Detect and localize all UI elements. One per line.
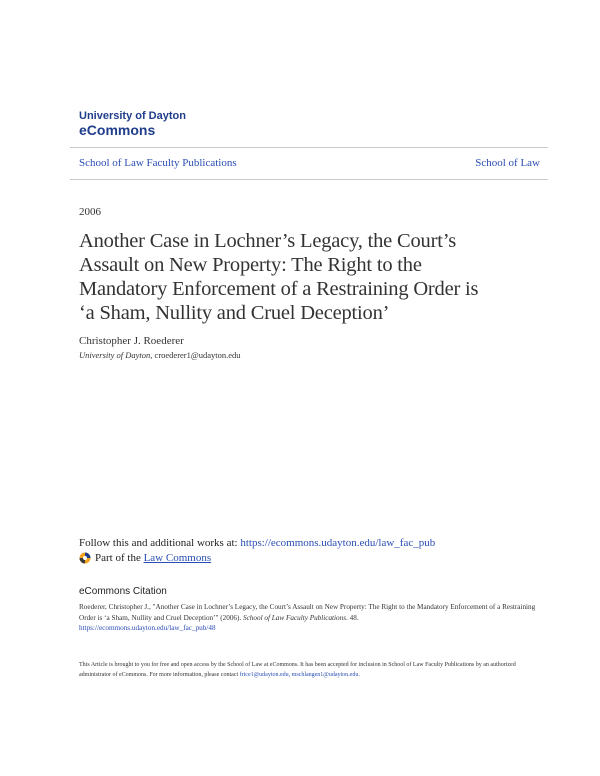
- citation-heading: eCommons Citation: [79, 586, 167, 597]
- institution-name: University of Dayton: [79, 110, 186, 122]
- citation-main: Roederer, Christopher J., "Another Case in Lochner’s Legacy, the Court’s Assault on New Property: The Right to the Mandatory Enforcement of a Restraining Order is ‘a Sham, Nullity and Cruel Deception’" (2006).: [79, 603, 536, 622]
- digital-commons-network-icon: [79, 552, 91, 564]
- citation-series: School of Law Faculty Publications: [243, 613, 347, 622]
- citation-url-link[interactable]: https://ecommons.udayton.edu/law_fac_pub/48: [79, 624, 216, 633]
- collection-link[interactable]: School of Law Faculty Publications: [79, 157, 237, 169]
- access-notice: [79, 660, 549, 681]
- author-name: Christopher J. Roederer: [79, 335, 184, 347]
- title-line: Mandatory Enforcement of a Restraining Order is: [79, 278, 479, 300]
- title-line: ‘a Sham, Nullity and Cruel Deception’: [79, 302, 390, 324]
- divider-bottom: [70, 179, 548, 180]
- notice-end: .: [358, 672, 360, 679]
- contact-email-link[interactable]: frice1@udayton.edu, mschlangen1@udayton.edu: [239, 672, 359, 679]
- title-line: Assault on New Property: The Right to the: [79, 254, 422, 276]
- follow-text: Follow this and additional works at:: [79, 537, 241, 549]
- title-line: Another Case in Lochner’s Legacy, the Court’s: [79, 230, 456, 252]
- author-affiliation: [79, 350, 241, 360]
- divider-top: [70, 147, 548, 148]
- notice-text: This Article is brought to you for free and open access by the School of Law at eCommons. It has been accepted for inclusion in School of Law Faculty Publications by an authorized administrator of eCommons. For more information, please contact: [79, 662, 516, 679]
- part-of-text: Part of the: [95, 552, 141, 564]
- affiliation-institution: University of Dayton: [79, 350, 151, 360]
- part-of-line: [79, 552, 211, 564]
- collection-url-link[interactable]: https://ecommons.udayton.edu/law_fac_pub: [240, 537, 436, 549]
- citation-number: . 48.: [346, 613, 359, 622]
- paper-title: [79, 229, 529, 325]
- school-link[interactable]: School of Law: [475, 157, 540, 169]
- repository-name[interactable]: eCommons: [79, 122, 156, 138]
- law-commons-link[interactable]: Law Commons: [143, 552, 212, 564]
- citation-text: [79, 602, 539, 634]
- affiliation-email: , croederer1@udayton.edu: [150, 350, 241, 360]
- publication-year: 2006: [79, 206, 101, 218]
- follow-line: [79, 537, 435, 549]
